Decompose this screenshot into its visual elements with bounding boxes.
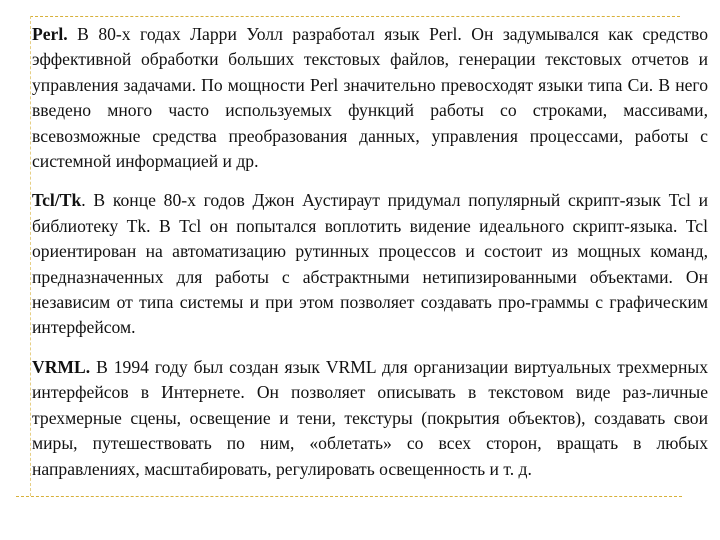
paragraph-tcl-tk <box>32 188 708 340</box>
term-tcl-tk: Tcl/Tk <box>32 190 82 211</box>
term-perl: Perl. <box>32 24 68 44</box>
slide-content <box>32 22 708 496</box>
paragraph-perl <box>32 22 708 174</box>
text-tcl-tk: . В конце 80-х годов Джон Аустираут придумал популярный скрипт-язык Tcl и библиотеку Tk. В Tcl он попытался воплотить видение идеального скрипт-языка. Tcl ориентирован на автоматизацию рутинных процессов и состоит из мощных команд, предназначенных для работы с абстрактными нетипизированными объектами. Он независим от типа системы и при этом позволяет создавать про-граммы с графическим интерфейсом. <box>32 190 708 338</box>
top-dashed-rule <box>30 16 680 17</box>
text-vrml: В 1994 году был создан язык VRML для организации виртуальных трехмерных интерфейсов в Интернете. Он позволяет описывать в текстовом виде раз-личные трехмерные сцены, освещение и тени, текстуры (покрытия объектов), создавать свои миры, путешествовать по ним, «облетать» со всех сторон, вращать в любых направлениях, масштабировать, регулировать освещенность и т. д. <box>32 356 708 479</box>
paragraph-vrml <box>32 355 708 482</box>
bottom-dashed-rule <box>16 496 682 497</box>
term-vrml: VRML. <box>32 356 91 377</box>
left-dashed-rule <box>30 16 31 496</box>
text-perl: В 80-х годах Ларри Уолл разработал язык Perl. Он задумывался как средство эффективной обработки больших текстовых файлов, генерации текстовых отчетов и управления задачами. По мощности Perl значительно превосходят языки типа Си. В него введено много часто используемых функций работы со строками, массивами, всевозможные средства преобразования данных, управления процессами, работы с системной информацией и др. <box>32 24 708 172</box>
